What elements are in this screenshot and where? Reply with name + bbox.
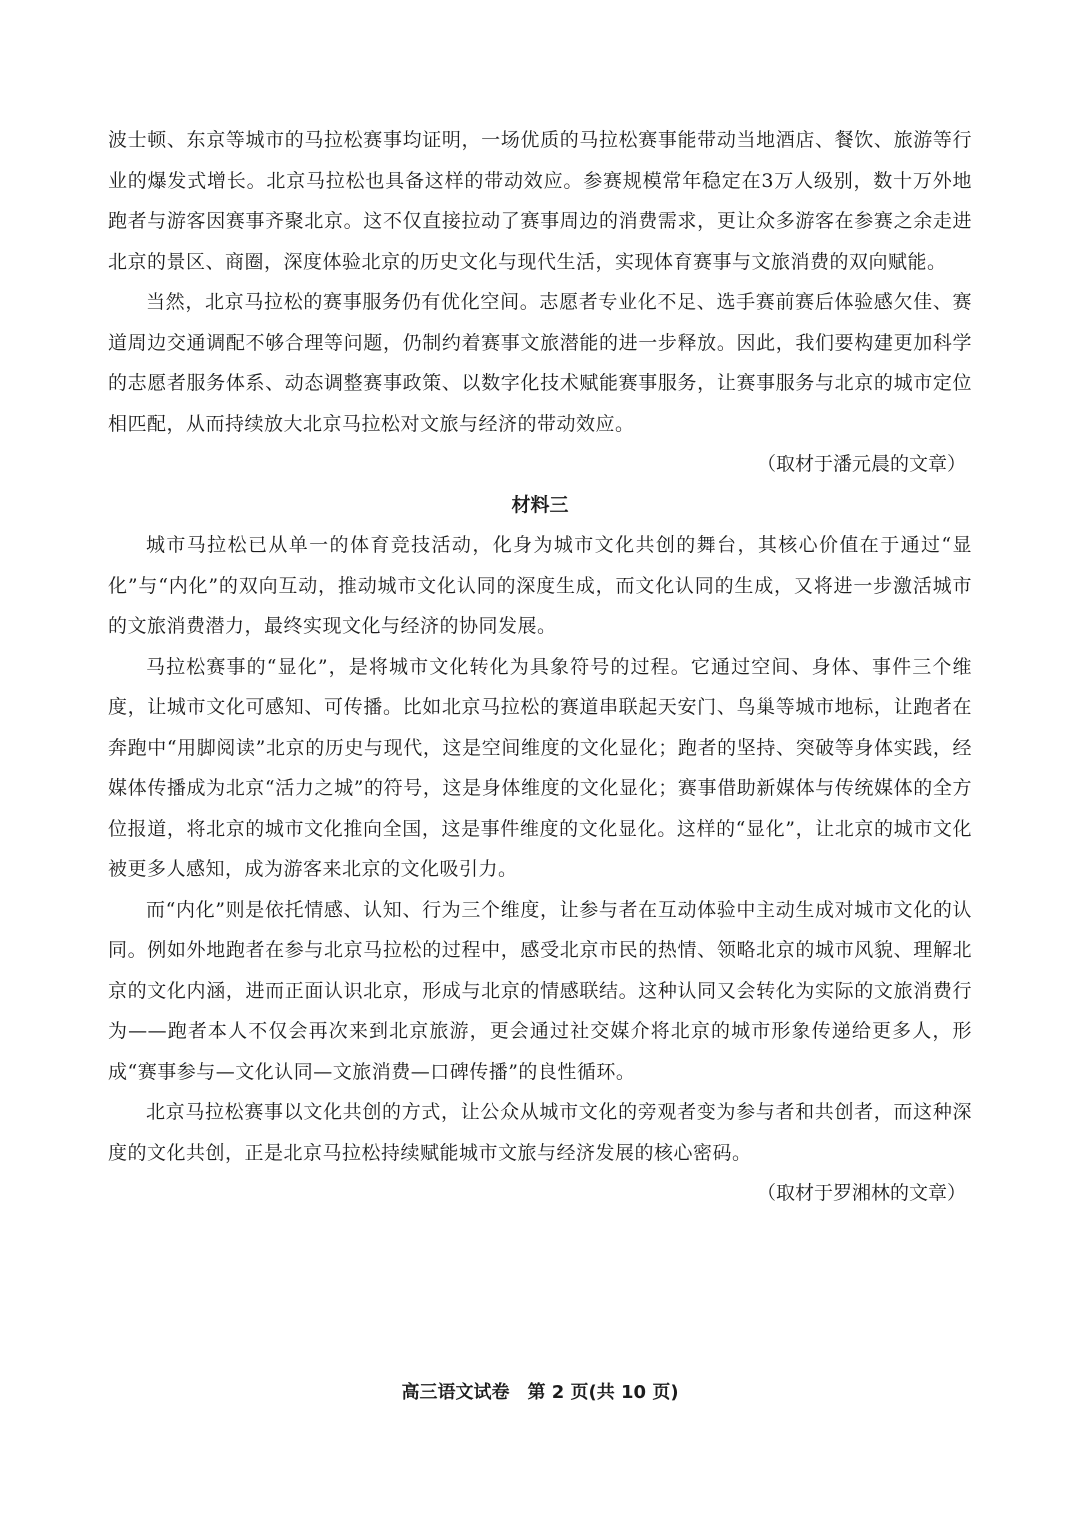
material2-paragraph-continued: 波士顿、东京等城市的马拉松赛事均证明，一场优质的马拉松赛事能带动当地酒店、餐饮、旅游等行业的爆发式增长。北京马拉松也具备这样的带动效应。参赛规模常年稳定在3万人级别，数十万外地跑者与游客因赛事齐聚北京。这不仅直接拉动了赛事周边的消费需求，更让众多游客在参赛之余走进北京的景区、商圈，深度体验北京的历史文化与现代生活，实现体育赛事与文旅消费的双向赋能。 xyxy=(108,129,972,273)
material3-paragraph-4: 北京马拉松赛事以文化共创的方式，让公众从城市文化的旁观者变为参与者和共创者，而这种深度的文化共创，正是北京马拉松持续赋能城市文旅与经济发展的核心密码。 xyxy=(108,1101,972,1164)
material3-paragraph-1: 城市马拉松已从单一的体育竞技活动，化身为城市文化共创的舞台，其核心价值在于通过“显化”与“内化”的双向互动，推动城市文化认同的深度生成，而文化认同的生成，又将进一步激活城市的文旅消费潜力，最终实现文化与经济的协同发展。 xyxy=(108,534,972,637)
page-footer: 高三语文试卷 第 2 页(共 10 页) xyxy=(401,1382,679,1403)
material2-source: （取材于潘元晨的文章） xyxy=(756,453,966,475)
exam-page-body xyxy=(108,120,972,1214)
material2-paragraph-last: 当然，北京马拉松的赛事服务仍有优化空间。志愿者专业化不足、选手赛前赛后体验感欠佳、赛道周边交通调配不够合理等问题，仍制约着赛事文旅潜能的进一步释放。因此，我们要构建更加科学的志愿者服务体系、动态调整赛事政策、以数字化技术赋能赛事服务，让赛事服务与北京的城市定位相匹配，从而持续放大北京马拉松对文旅与经济的带动效应。 xyxy=(108,291,972,435)
material3-title: 材料三 xyxy=(511,493,569,516)
material3-paragraph-3: 而“内化”则是依托情感、认知、行为三个维度，让参与者在互动体验中主动生成对城市文化的认同。例如外地跑者在参与北京马拉松的过程中，感受北京市民的热情、领略北京的城市风貌、理解北京的文化内涵，进而正面认识北京，形成与北京的情感联结。这种认同又会转化为实际的文旅消费行为——跑者本人不仅会再次来到北京旅游，更会通过社交媒介将北京的城市形象传递给更多人，形成“赛事参与—文化认同—文旅消费—口碑传播”的良性循环。 xyxy=(108,898,972,1083)
material3-source: （取材于罗湘林的文章） xyxy=(756,1182,966,1204)
material3-paragraph-2: 马拉松赛事的“显化”，是将城市文化转化为具象符号的过程。它通过空间、身体、事件三个维度，让城市文化可感知、可传播。比如北京马拉松的赛道串联起天安门、鸟巢等城市地标，让跑者在奔跑中“用脚阅读”北京的历史与现代，这是空间维度的文化显化；跑者的坚持、突破等身体实践，经媒体传播成为北京“活力之城”的符号，这是身体维度的文化显化；赛事借助新媒体与传统媒体的全方位报道，将北京的城市文化推向全国，这是事件维度的文化显化。这样的“显化”，让北京的城市文化被更多人感知，成为游客来北京的文化吸引力。 xyxy=(108,655,972,880)
